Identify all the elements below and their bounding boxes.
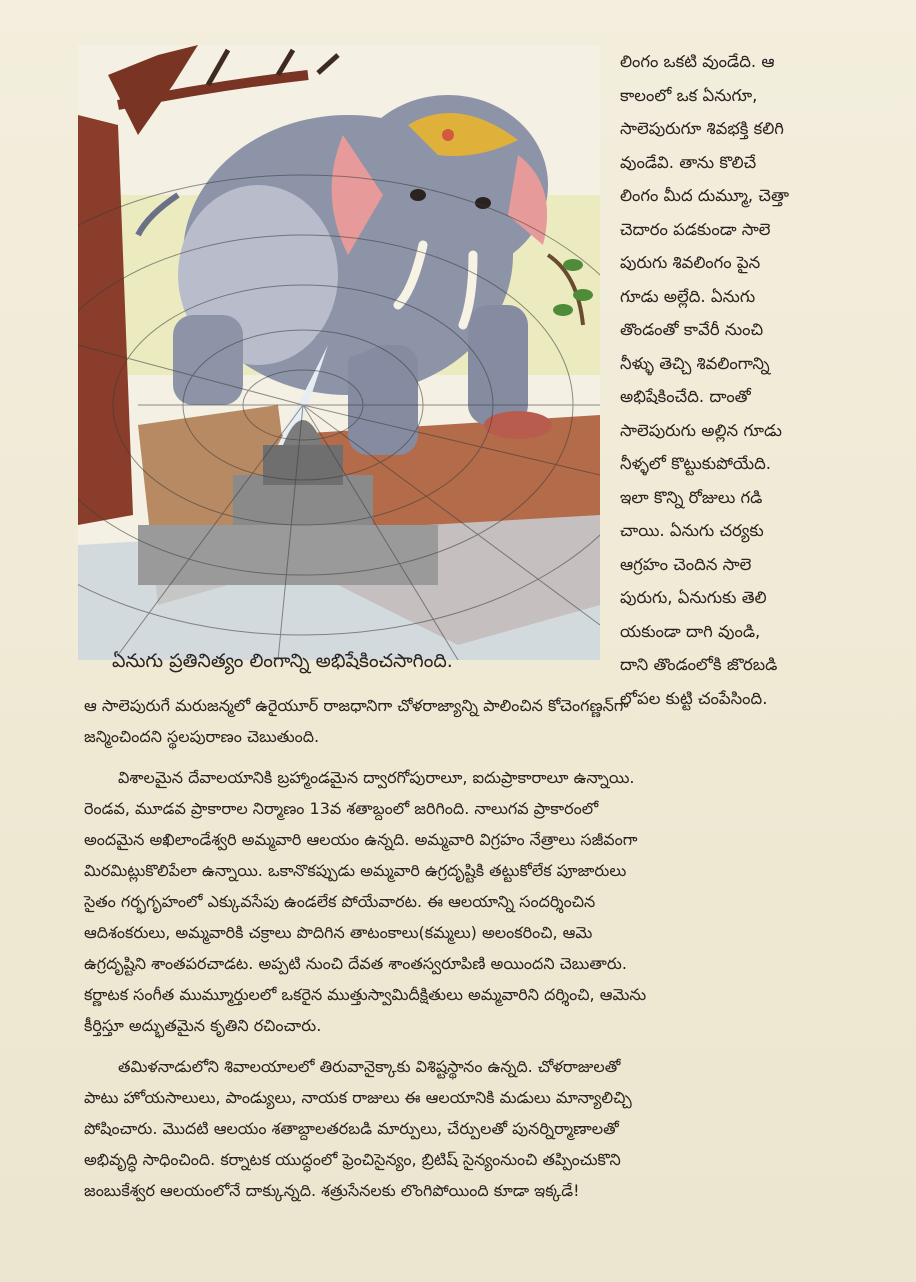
side-line: గూడు అల్లేది. ఏనుగు	[620, 286, 756, 306]
paragraph-3	[84, 1051, 884, 1206]
body-line: ఆదిశంకరులు, అమ్మవారికి చక్రాలు పొదిగిన తాటంకాలు(కమ్మలు) అలంకరించి, ఆమె	[84, 923, 593, 942]
body-line: జంబుకేశ్వర ఆలయంలోనే దాక్కున్నది. శత్రుసేనలకు లొంగిపోయింది కూడా ఇక్కడే!	[84, 1181, 580, 1200]
body-line: అందమైన అఖిలాండేశ్వరి అమ్మవారి ఆలయం ఉన్నది. అమ్మవారి విగ్రహం నేత్రాలు సజీవంగా	[84, 830, 638, 849]
side-line: యకుండా దాగి వుండి,	[620, 621, 761, 641]
body-line: ఆ సాలెపురుగే మరుజన్మలో ఉరైయూర్ రాజధానిగా చోళరాజ్యాన్ని పాలించిన కోచెంగణ్ణన్‌గా	[84, 696, 629, 715]
side-line: వుండేవి. తాను కొలిచే	[620, 152, 757, 172]
article-body	[84, 690, 884, 1216]
body-line: జన్మించిందని స్థలపురాణం చెబుతుంది.	[84, 727, 320, 746]
illustration-caption: ఏనుగు ప్రతినిత్యం లింగాన్ని అభిషేకించసాగింది.	[112, 650, 453, 672]
elephant-illustration	[78, 45, 600, 660]
body-line: విశాలమైన దేవాలయానికి బ్రహ్మాండమైన ద్వారగోపురాలూ, ఐదుప్రాకారాలూ ఉన్నాయి.	[118, 768, 635, 787]
side-line: ఆగ్రహం చెందిన సాలె	[620, 554, 752, 574]
side-column-text	[620, 45, 882, 715]
side-line: నీళ్ళు తెచ్చి శివలింగాన్ని	[620, 353, 770, 373]
body-line: తమిళనాడులోని శివాలయాలలో తిరువానైక్కాకు విశిష్టస్థానం ఉన్నది. చోళరాజులతో	[118, 1057, 621, 1076]
paragraph-2	[84, 762, 884, 1041]
side-line: లోపల కుట్టి చంపేసింది.	[620, 688, 768, 708]
body-line: పోషించారు. మొదటి ఆలయం శతాబ్దాలతరబడి మార్పులు, చేర్పులతో పునర్నిర్మాణాలతో	[84, 1119, 619, 1138]
body-line: కీర్తిస్తూ అద్భుతమైన కృతిని రచించారు.	[84, 1016, 322, 1035]
elephant-spider-drawing	[78, 45, 600, 660]
body-line: మిరమిట్లుకొలిపేలా ఉన్నాయి. ఒకానొకప్పుడు అమ్మవారి ఉగ్రదృష్టికి తట్టుకోలేక పూజారులు	[84, 861, 627, 880]
side-line: చాయి. ఏనుగు చర్యకు	[620, 521, 764, 540]
side-line: సాలెపురుగూ శివభక్తి కలిగి	[620, 119, 784, 138]
side-line: దాని తొండంలోకి జొరబడి	[620, 655, 778, 674]
side-line: లింగం మీద దుమ్మూ, చెత్తా	[620, 186, 790, 205]
side-line: సాలెపురుగు అల్లిన గూడు	[620, 420, 782, 440]
side-line: చెదారం పడకుండా సాలె	[620, 219, 771, 239]
side-line: పురుగు, ఏనుగుకు తెలి	[620, 588, 767, 607]
body-line: ఉగ్రదృష్టిని శాంతపరచాడట. అప్పటి నుంచి దేవత శాంతస్వరూపిణి అయిందని చెబుతారు.	[84, 954, 627, 973]
side-line: నీళ్ళలో కొట్టుకుపోయేది.	[620, 454, 772, 473]
side-line: ఇలా కొన్ని రోజులు గడి	[620, 487, 763, 507]
body-line: కర్ణాటక సంగీత ముమ్మూర్తులలో ఒకరైన ముత్తుస్వామిదీక్షితులు అమ్మవారిని దర్శించి, ఆమెను	[84, 985, 647, 1004]
side-line: తొండంతో కావేరీ నుంచి	[620, 320, 764, 339]
body-line: పాటు హోయసాలులు, పాండ్యులు, నాయక రాజులు ఈ ఆలయానికి మడులు మాన్యాలిచ్చి	[84, 1088, 632, 1107]
side-line: అభిషేకించేది. దాంతో	[620, 387, 751, 406]
side-line: కాలంలో ఒక ఏనుగూ,	[620, 85, 758, 105]
side-line: పురుగు శివలింగం పైన	[620, 253, 761, 272]
paragraph-1	[84, 690, 884, 752]
side-line: లింగం ఒకటి వుండేది. ఆ	[620, 52, 775, 71]
body-line: సైతం గర్భగృహంలో ఎక్కువసేపు ఉండలేక పోయేవారట. ఈ ఆలయాన్ని సందర్శించిన	[84, 892, 596, 911]
body-line: అభివృద్ధి సాధించింది. కర్నాటక యుద్ధంలో ఫ్రెంచిసైన్యం, బ్రిటిష్ సైన్యంనుంచి తప్పించుకొని	[84, 1150, 621, 1169]
body-line: రెండవ, మూడవ ప్రాకారాల నిర్మాణం 13వ శతాబ్దంలో జరిగింది. నాలుగవ ప్రాకారంలో	[84, 799, 599, 818]
